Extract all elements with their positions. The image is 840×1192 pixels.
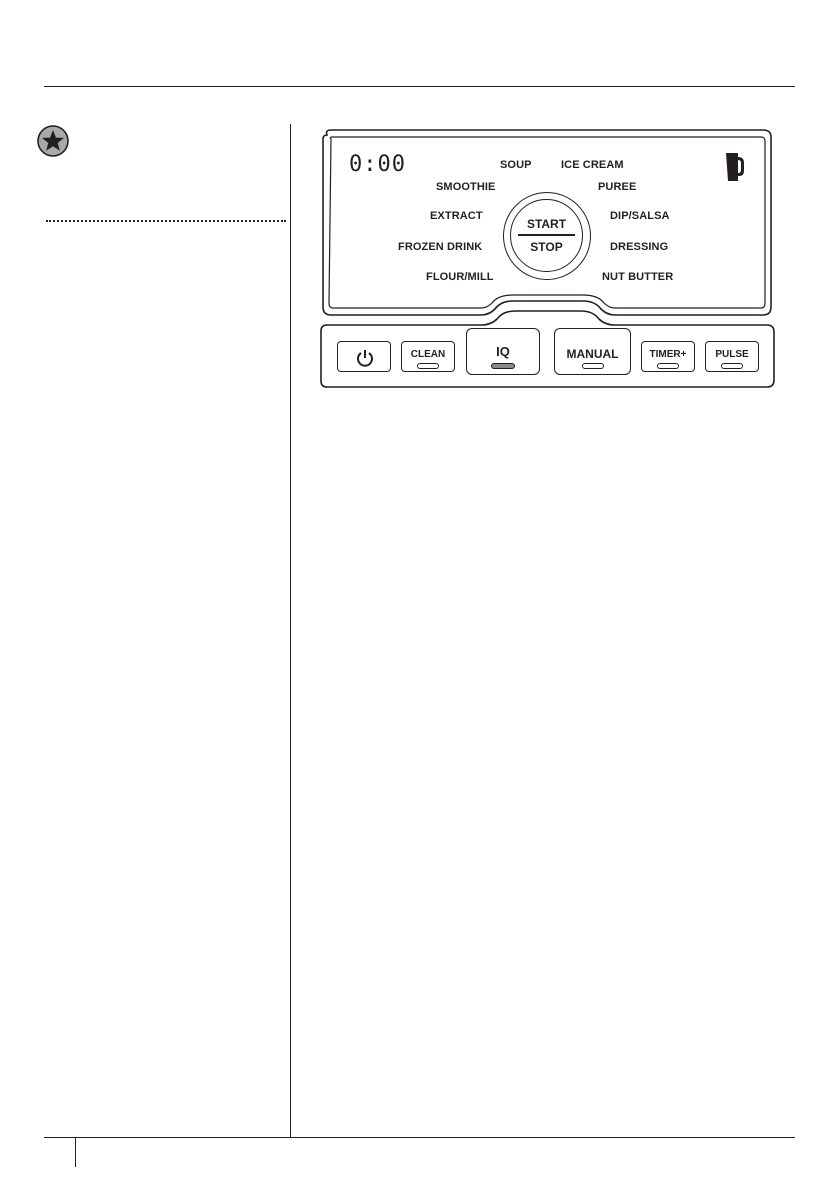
program-frozen-drink: FROZEN DRINK [398, 241, 483, 253]
timer-plus-button[interactable] [641, 341, 695, 372]
program-puree: PUREE [598, 181, 637, 193]
column-divider [290, 124, 291, 1137]
start-stop-divider [518, 234, 575, 236]
timer-plus-label: TIMER+ [649, 349, 687, 360]
top-rule [44, 86, 795, 87]
pulse-button[interactable] [705, 341, 759, 372]
blender-jar-icon [724, 151, 744, 183]
iq-indicator [491, 363, 515, 369]
manual-indicator [582, 363, 604, 369]
clean-indicator [417, 363, 439, 369]
program-flour-mill: FLOUR/MILL [426, 271, 494, 283]
program-extract: EXTRACT [430, 210, 483, 222]
clean-label: CLEAN [410, 349, 446, 360]
timer-display: 0:00 [349, 152, 406, 177]
stop-label: STOP [530, 240, 563, 254]
manual-label: MANUAL [566, 347, 619, 361]
start-label: START [526, 217, 567, 231]
star-icon [37, 125, 69, 157]
program-smoothie: SMOOTHIE [436, 181, 496, 193]
bottom-rule [44, 1137, 795, 1138]
dotted-separator [46, 220, 286, 222]
power-icon [355, 348, 375, 368]
program-ice-cream: ICE CREAM [561, 159, 624, 171]
program-dressing: DRESSING [610, 241, 669, 253]
program-dip-salsa: DIP/SALSA [610, 210, 670, 222]
footer-divider [75, 1137, 76, 1167]
pulse-indicator [721, 363, 743, 369]
iq-label: IQ [496, 344, 510, 359]
power-button[interactable] [337, 341, 391, 372]
manual-button[interactable] [554, 328, 631, 375]
program-nut-butter: NUT BUTTER [602, 271, 674, 283]
timer-plus-indicator [657, 363, 679, 369]
start-stop-button[interactable] [503, 192, 591, 280]
iq-button[interactable] [466, 328, 540, 375]
clean-button[interactable] [401, 341, 455, 372]
pulse-label: PULSE [715, 349, 749, 360]
program-soup: SOUP [500, 159, 532, 171]
